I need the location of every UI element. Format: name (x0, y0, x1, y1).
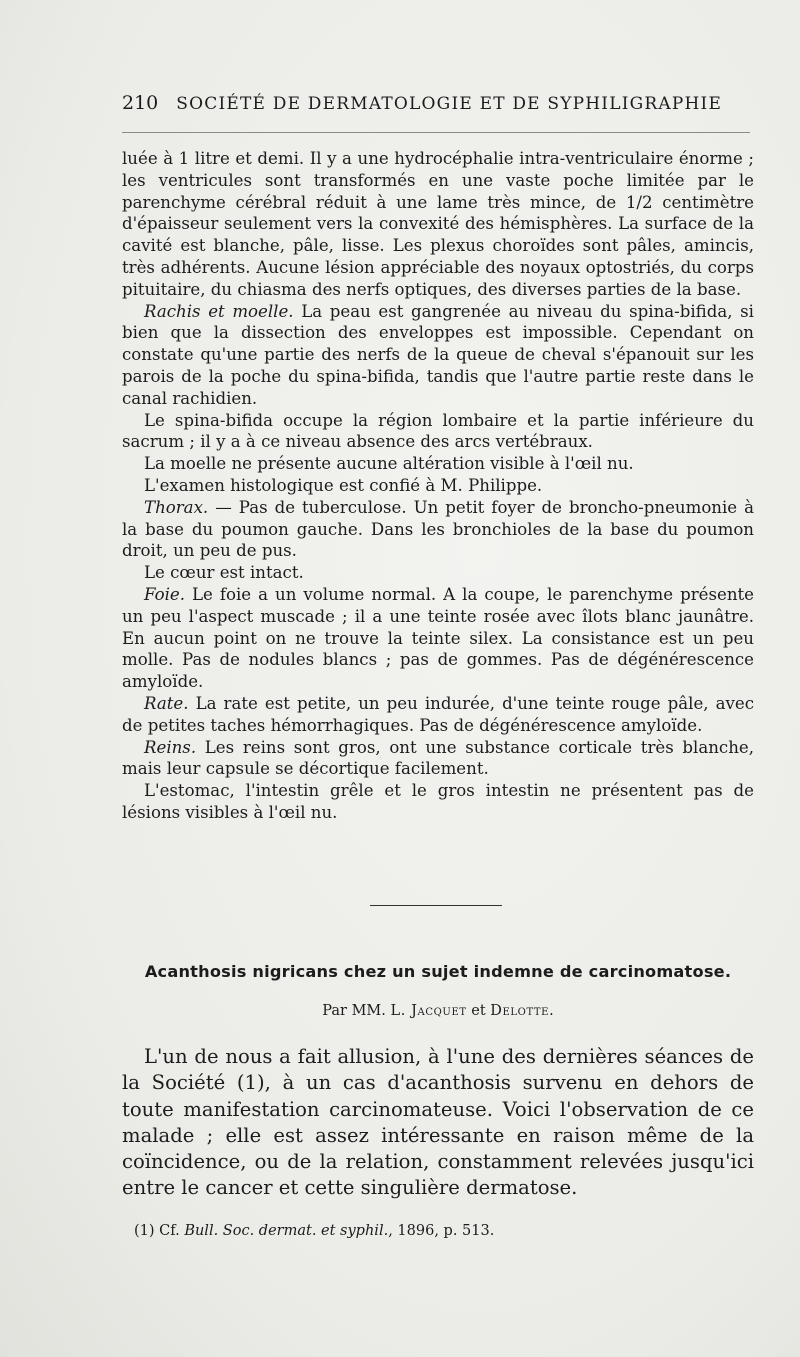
section-label-foie: Foie. (144, 584, 185, 604)
paragraph-moelle: La moelle ne présente aucune altération visible à l'œil nu. (144, 454, 634, 474)
paragraph-spina-bifida: Le spina-bifida occupe la région lombaire et la partie inférieure du sacrum ; il y a à ce niveau absence des arcs vertébraux. (122, 410, 754, 452)
paragraph-reins: Reins. Les reins sont gros, ont une substance corticale très blanche, mais leur capsule se décortique facilement. (122, 737, 754, 779)
author-delotte: Delotte (490, 1003, 550, 1019)
page-number: 210 (122, 92, 159, 114)
article-lead (122, 1044, 754, 1202)
paragraph-histologie: L'examen histologique est confié à M. Philippe. (144, 475, 543, 495)
section-label-rate: Rate. (144, 693, 189, 713)
body-text (122, 148, 754, 824)
author-jacquet: L. Jacquet (390, 1003, 467, 1019)
header-rule (122, 132, 750, 133)
paragraph-rate: Rate. La rate est petite, un peu indurée, d'une teinte rouge pâle, avec de petites taches hémorrhagiques. Pas de dégénérescence amyloïde. (122, 693, 754, 735)
article-byline: Par MM. L. Jacquet et Delotte. (322, 1003, 554, 1019)
section-label-thorax: Thorax. (144, 497, 209, 517)
footnote-journal: Bull. Soc. dermat. et syphil. (184, 1223, 389, 1239)
section-separator (370, 905, 502, 906)
paragraph-estomac: L'estomac, l'intestin grêle et le gros intestin ne présentent pas de lésions visibles à l'œil nu. (122, 781, 754, 822)
section-label-rachis: Rachis et moelle. (144, 301, 294, 321)
section-label-reins: Reins. (144, 737, 197, 757)
paragraph-foie: Foie. Le foie a un volume normal. A la coupe, le parenchyme présente un peu l'aspect muscade ; il a une teinte rosée avec îlots blanc jaunâtre. En aucun point on ne trouve la teinte silex. La consistance est un peu molle. Pas de nodules blancs ; pas de gommes. Pas de dégénérescence amyloïde. (122, 584, 754, 692)
running-title: SOCIÉTÉ DE DERMATOLOGIE ET DE SYPHILIGRAPHIE (176, 94, 723, 114)
running-header (122, 92, 752, 114)
paragraph-continuation: luée à 1 litre et demi. Il y a une hydrocéphalie intra-ventriculaire énorme ; les ventricules sont transformés en une vaste poche limitée par le parenchyme cérébral réduit à une lame très mince, de 1/2 centimètre d'épaisseur seulement vers la convexité des hémisphères. La surface de la cavité est blanche, pâle, lisse. Les plexus choroïdes sont pâles, amincis, très adhérents. Aucune lésion appréciable des noyaux optostriés, du corps pituitaire, du chiasma des nerfs optiques, des diverses parties de la base. (122, 149, 754, 299)
lead-paragraph: L'un de nous a fait allusion, à l'une des dernières séances de la Société (1), à un cas d'acanthosis survenu en dehors de toute manifestation carcinomateuse. Voici l'observation de ce malade ; elle est assez intéressante en raison même de la coïncidence, ou de la relation, constamment relevées jusqu'ici entre le cancer et cette singulière dermatose. (122, 1045, 754, 1200)
paragraph-rachis: Rachis et moelle. La peau est gangrenée au niveau du spina-bifida, si bien que la dissection des enveloppes est impossible. Cependant on constate qu'une partie des nerfs de la queue de cheval s'épanouit sur les parois de la poche du spina-bifida, tandis que l'autre partie reste dans le canal rachidien. (122, 301, 754, 408)
paragraph-coeur: Le cœur est intact. (144, 563, 304, 583)
paragraph-thorax: Thorax. — Pas de tuberculose. Un petit foyer de broncho-pneumonie à la base du poumon gauche. Dans les bronchioles de la base du poumon droit, un peu de pus. (122, 497, 754, 561)
article-title: Acanthosis nigricans chez un sujet indemne de carcinomatose. (144, 962, 732, 981)
footnote: (1) Cf. Bull. Soc. dermat. et syphil., 1896, p. 513. (134, 1223, 495, 1239)
